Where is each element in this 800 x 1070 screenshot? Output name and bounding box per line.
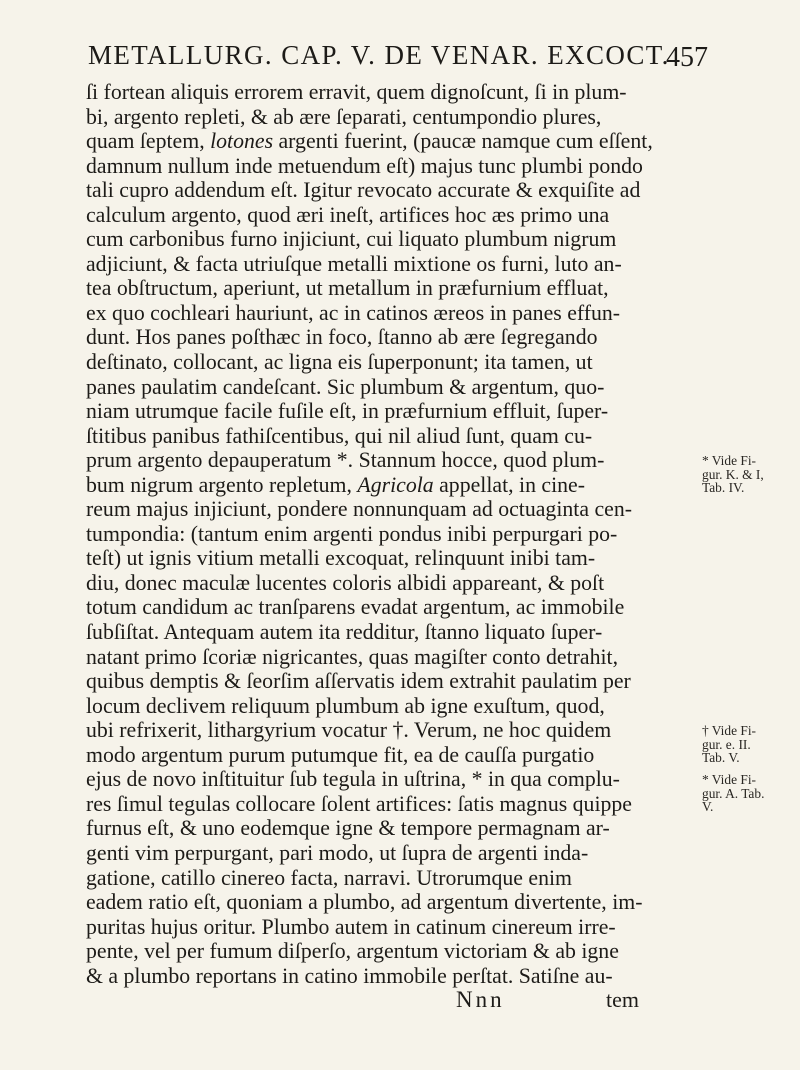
text-run: ſubſiſtat. Antequam autem ita redditur, ſtanno liquato ſuper-: [86, 620, 603, 645]
text-run: genti vim perpurgant, pari modo, ut ſupra de argenti inda-: [86, 840, 589, 865]
text-run: tumpondia: (tantum enim argenti pondus inibi perpurgari po-: [86, 521, 618, 546]
text-line: [86, 375, 666, 400]
text-run: teſt) ut ignis vitium metalli excoquat, relinquunt inibi tam-: [86, 546, 596, 571]
margin-note-line: * Vide Fi-: [702, 453, 756, 469]
text-line: [86, 743, 666, 768]
margin-note-line: V.: [702, 799, 714, 815]
text-run: furnus eſt, & uno eodemque igne & tempore permagnam ar-: [86, 816, 610, 841]
text-line: [86, 301, 666, 326]
text-line: [86, 964, 666, 989]
text-run: eadem ratio eſt, quoniam a plumbo, ad argentum divertente, im-: [86, 890, 643, 915]
text-run: tea obſtructum, aperiunt, ut metallum in præfurnium effluat,: [86, 276, 609, 301]
text-line: [86, 424, 666, 449]
text-line: [86, 203, 666, 228]
text-line: [86, 105, 666, 130]
margin-note: [702, 773, 800, 813]
running-head: METALLURG. CAP. V. DE VENAR. EXCOCT.: [88, 40, 670, 70]
text-run: appellat, in cine-: [433, 472, 585, 497]
margin-note-line: gur. e. II.: [702, 736, 751, 752]
margin-note: [702, 724, 800, 764]
margin-note: [702, 454, 800, 494]
text-run: dunt. Hos panes poſthæc in foco, ſtanno ab ære ſegregando: [86, 325, 598, 350]
text-line: [86, 448, 666, 473]
text-run: pente, vel per fumum diſperſo, argentum victoriam & ab igne: [86, 939, 619, 964]
text-run: tali cupro addendum eſt. Igitur revocato accurate & exquiſite ad: [86, 178, 641, 203]
text-line: [86, 694, 666, 719]
text-run: quibus demptis & ſeorſim aſſervatis idem extrahit paulatim per: [86, 669, 631, 694]
text-run: puritas hujus oritur. Plumbo autem in catinum cinereum irre-: [86, 914, 616, 939]
text-run: calculum argento, quod æri ineſt, artifices hoc æs primo una: [86, 202, 610, 227]
text-line: [86, 473, 666, 498]
text-run: panes paulatim candeſcant. Sic plumbum & argentum, quo-: [86, 374, 605, 399]
text-run: locum declivem reliquum plumbum ab igne exuſtum, quod,: [86, 693, 605, 718]
text-run: diu, donec maculæ lucentes coloris albidi appareant, & poſt: [86, 570, 605, 595]
text-line: [86, 399, 666, 424]
margin-note-line: * Vide Fi-: [702, 772, 756, 788]
margin-note-line: † Vide Fi-: [702, 723, 756, 739]
text-line: [86, 325, 666, 350]
text-run: totum candidum ac tranſparens evadat argentum, ac immobile: [86, 595, 625, 620]
signature-mark: Nnn: [456, 987, 505, 1013]
text-line: [86, 571, 666, 596]
main-text: [86, 80, 666, 1013]
text-line: [86, 595, 666, 620]
text-line: [86, 227, 666, 252]
text-run: niam utrumque facile fuſile eſt, in præfurnium effluit, ſuper-: [86, 399, 609, 424]
text-line: [86, 497, 666, 522]
text-line: [86, 669, 666, 694]
text-run: damnum nullum inde metuendum eſt) majus tunc plumbi pondo: [86, 153, 643, 178]
text-line: [86, 80, 666, 105]
text-line: [86, 915, 666, 940]
text-line: [86, 645, 666, 670]
text-run: modo argentum purum putumque fit, ea de cauſſa purgatio: [86, 742, 595, 767]
text-line: [86, 620, 666, 645]
text-run: natant primo ſcoriæ nigricantes, quas magiſter conto detrahit,: [86, 644, 619, 669]
text-line: [86, 841, 666, 866]
text-run: gatione, catillo cinereo facta, narravi. Utrorumque enim: [86, 865, 572, 890]
text-line: [86, 718, 666, 743]
text-line: [86, 154, 666, 179]
text-line: [86, 939, 666, 964]
italic-term: Agricola: [357, 472, 434, 497]
text-run: bum nigrum argento repletum,: [86, 472, 358, 497]
text-line: [86, 276, 666, 301]
page-number: 457: [666, 42, 708, 73]
text-line: [86, 129, 666, 154]
text-run: ubi refrixerit, lithargyrium vocatur †. Verum, ne hoc quidem: [86, 718, 612, 743]
text-line: [86, 350, 666, 375]
text-run: prum argento depauperatum *. Stannum hocce, quod plum-: [86, 448, 605, 473]
catchword: tem: [606, 987, 639, 1013]
page-header: [88, 36, 708, 76]
text-run: argenti fuerint, (paucæ namque cum eſſent,: [273, 129, 653, 154]
text-line: [86, 890, 666, 915]
text-run: res ſimul tegulas collocare ſolent artifices: ſatis magnus quippe: [86, 791, 632, 816]
text-line: [86, 522, 666, 547]
text-run: ejus de novo inſtituitur ſub tegula in uſtrina, * in qua complu-: [86, 767, 620, 792]
text-line: [86, 767, 666, 792]
text-run: ſi fortean aliquis errorem erravit, quem dignoſcunt, ſi in plum-: [86, 80, 627, 104]
text-run: quam ſeptem,: [86, 129, 211, 154]
margin-note-line: Tab. IV.: [702, 480, 745, 496]
text-run: ex quo cochleari hauriunt, ac in catinos æreos in panes effun-: [86, 300, 621, 325]
text-line: [86, 252, 666, 277]
text-line: [86, 546, 666, 571]
text-run: bi, argento repleti, & ab ære ſeparati, centumpondio plures,: [86, 104, 602, 129]
text-run: deſtinato, collocant, ac ligna eis ſuperponunt; ita tamen, ut: [86, 350, 593, 375]
text-run: reum majus injiciunt, pondere nonnunquam ad octuaginta cen-: [86, 497, 632, 522]
text-run: cum carbonibus furno injiciunt, cui liquato plumbum nigrum: [86, 227, 617, 252]
text-line: [86, 866, 666, 891]
text-line: [86, 792, 666, 817]
text-run: adjiciunt, & facta utriuſque metalli mixtione os furni, luto an-: [86, 251, 622, 276]
margin-note-line: Tab. V.: [702, 750, 740, 766]
text-run: & a plumbo reportans in catino immobile perſtat. Satiſne au-: [86, 963, 613, 988]
catchword-row: [86, 988, 666, 1013]
text-line: [86, 178, 666, 203]
margin-note-line: gur. A. Tab.: [702, 785, 765, 801]
italic-term: lotones: [210, 129, 274, 154]
margin-note-line: gur. K. & I,: [702, 466, 764, 482]
text-run: ſtitibus panibus fathiſcentibus, qui nil aliud ſunt, quam cu-: [86, 423, 593, 448]
text-line: [86, 816, 666, 841]
